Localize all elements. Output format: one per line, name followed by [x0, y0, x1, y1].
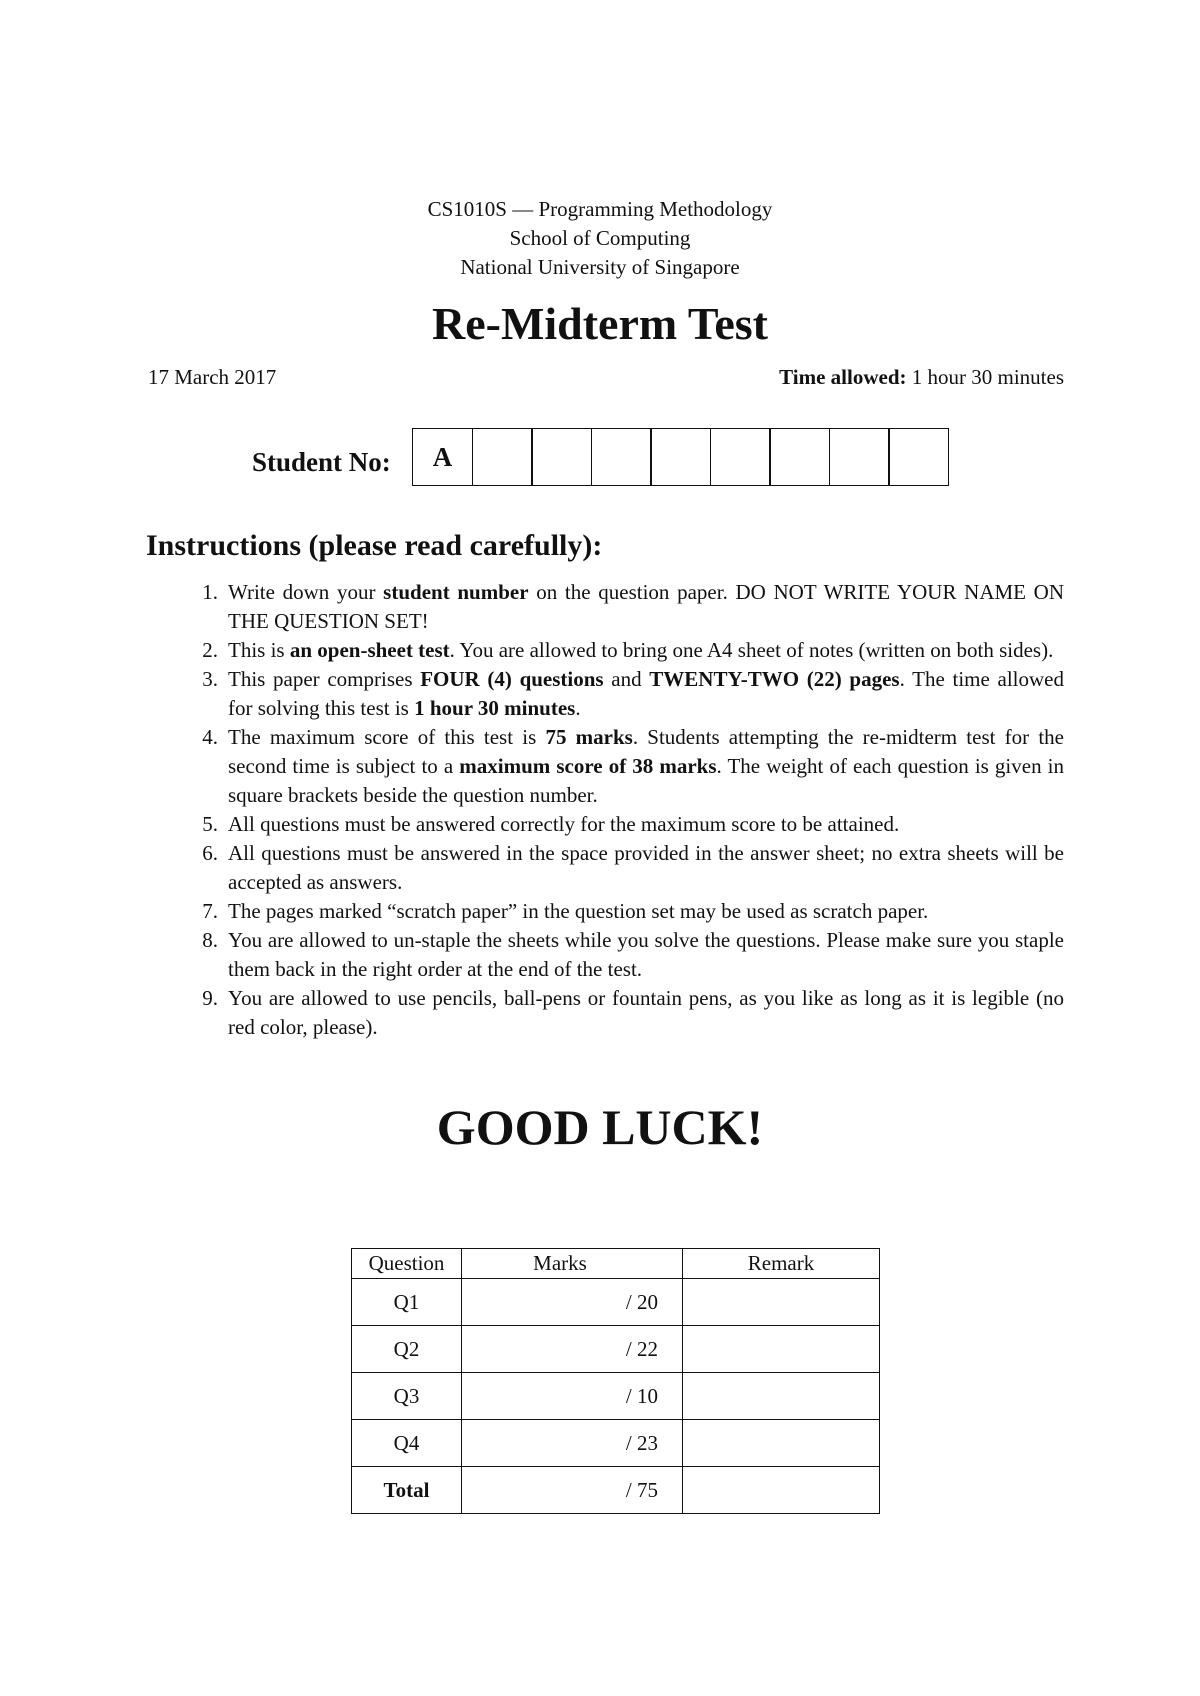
instruction-fragment: . You are allowed to bring one A4 sheet of notes (written on both sides). — [449, 638, 1054, 662]
instruction-item — [146, 984, 1064, 1042]
marks-table — [351, 1248, 880, 1514]
instruction-fragment: The pages marked “scratch paper” in the question set may be used as scratch paper. — [228, 899, 929, 923]
instruction-item — [146, 897, 1064, 926]
student-no-box[interactable] — [710, 428, 771, 486]
instruction-emphasis: 1 hour 30 minutes — [414, 696, 576, 720]
instruction-emphasis: maximum score of 38 marks — [459, 754, 717, 778]
time-allowed — [779, 364, 1064, 390]
question-cell: Total — [352, 1467, 462, 1514]
marks-cell[interactable]: / 22 — [462, 1326, 683, 1373]
instruction-text — [228, 723, 1064, 810]
instruction-text — [228, 665, 1064, 723]
remark-cell[interactable] — [683, 1279, 880, 1326]
instruction-fragment: . The weight of each question is given in square brackets beside the question number. — [228, 754, 1064, 807]
instruction-fragment: All questions must be answered in the space provided in the answer sheet; no extra sheets will be accepted as answers. — [228, 841, 1064, 894]
instructions-title: Instructions (please read carefully): — [146, 529, 603, 562]
page-title: Re-Midterm Test — [432, 298, 768, 349]
question-cell: Q4 — [352, 1420, 462, 1467]
instruction-fragment: You are allowed to un-staple the sheets while you solve the questions. Please make sure you staple them back in the right order at the end of the test. — [228, 928, 1064, 981]
table-row — [352, 1467, 880, 1514]
table-row — [352, 1420, 880, 1467]
instruction-number: 1. — [202, 580, 218, 604]
instruction-number: 3. — [202, 667, 218, 691]
instruction-number: 8. — [202, 928, 218, 952]
instruction-item — [146, 665, 1064, 723]
marks-cell[interactable]: / 75 — [462, 1467, 683, 1514]
instruction-fragment: You are allowed to use pencils, ball-pens or fountain pens, as you like as long as it is legible (no red color, please). — [228, 986, 1064, 1039]
instruction-number: 7. — [202, 899, 218, 923]
instruction-number: 2. — [202, 638, 218, 662]
remark-cell[interactable] — [683, 1467, 880, 1514]
marks-cell[interactable]: / 10 — [462, 1373, 683, 1420]
instruction-fragment: . — [575, 696, 581, 720]
header-remark: Remark — [683, 1249, 880, 1279]
instruction-item — [146, 839, 1064, 897]
instruction-emphasis: 75 marks — [545, 725, 633, 749]
remark-cell[interactable] — [683, 1326, 880, 1373]
instruction-fragment: and — [603, 667, 650, 691]
header-question: Question — [352, 1249, 462, 1279]
instruction-text — [228, 897, 1064, 926]
table-row — [352, 1326, 880, 1373]
marks-cell[interactable]: / 23 — [462, 1420, 683, 1467]
instruction-number: 6. — [202, 841, 218, 865]
test-date: 17 March 2017 — [148, 365, 277, 389]
question-cell: Q1 — [352, 1279, 462, 1326]
remark-cell[interactable] — [683, 1420, 880, 1467]
instruction-fragment: All questions must be answered correctly for the maximum score to be attained. — [228, 812, 900, 836]
instruction-fragment: This is — [228, 638, 290, 662]
instruction-number: 5. — [202, 812, 218, 836]
marks-table-header — [352, 1249, 880, 1279]
instruction-item — [146, 723, 1064, 810]
instructions-list — [146, 578, 1064, 1042]
instruction-item — [146, 578, 1064, 636]
table-row — [352, 1373, 880, 1420]
marks-cell[interactable]: / 20 — [462, 1279, 683, 1326]
instruction-item — [146, 926, 1064, 984]
student-no-box[interactable] — [531, 428, 592, 486]
student-no-box[interactable] — [769, 428, 830, 486]
instruction-text — [228, 926, 1064, 984]
university-name: National University of Singapore — [460, 255, 740, 279]
good-luck: GOOD LUCK! — [436, 1099, 764, 1155]
table-row — [352, 1279, 880, 1326]
instruction-emphasis: FOUR (4) questions — [420, 667, 604, 691]
header-marks: Marks — [462, 1249, 683, 1279]
instruction-item — [146, 636, 1064, 665]
instruction-fragment: . Students attempting the re-midterm test for the second time is subject to a — [228, 725, 1064, 778]
question-cell: Q2 — [352, 1326, 462, 1373]
student-no-label: Student No: — [252, 447, 391, 477]
course-title: CS1010S — Programming Methodology — [427, 197, 773, 221]
instruction-number: 4. — [202, 725, 218, 749]
student-no-box[interactable] — [650, 428, 711, 486]
instruction-fragment: This paper comprises — [228, 667, 421, 691]
student-no-box[interactable] — [888, 428, 949, 486]
instruction-fragment: Write down your — [228, 580, 384, 604]
instruction-fragment: on the question paper. DO NOT WRITE YOUR NAME ON THE QUESTION SET! — [228, 580, 1064, 633]
student-no-boxes — [412, 428, 949, 486]
instruction-emphasis: TWENTY-TWO (22) pages — [649, 667, 900, 691]
instruction-text — [228, 810, 1064, 839]
question-cell: Q3 — [352, 1373, 462, 1420]
instruction-emphasis: student number — [383, 580, 529, 604]
instruction-number: 9. — [202, 986, 218, 1010]
remark-cell[interactable] — [683, 1373, 880, 1420]
instruction-text — [228, 839, 1064, 897]
student-no-box[interactable] — [829, 428, 890, 486]
student-no-box[interactable] — [472, 428, 533, 486]
instruction-fragment: The maximum score of this test is — [228, 725, 546, 749]
instruction-text — [228, 636, 1064, 665]
student-no-box[interactable]: A — [412, 428, 473, 486]
time-allowed-value: 1 hour 30 minutes — [911, 365, 1064, 389]
student-no-box[interactable] — [591, 428, 652, 486]
instruction-emphasis: an open-sheet test — [289, 638, 450, 662]
instruction-text — [228, 578, 1064, 636]
instruction-text — [228, 984, 1064, 1042]
instruction-fragment: . The time allowed for solving this test is — [228, 667, 1064, 720]
school-name: School of Computing — [509, 226, 691, 250]
instruction-item — [146, 810, 1064, 839]
time-allowed-label: Time allowed: — [779, 365, 907, 389]
